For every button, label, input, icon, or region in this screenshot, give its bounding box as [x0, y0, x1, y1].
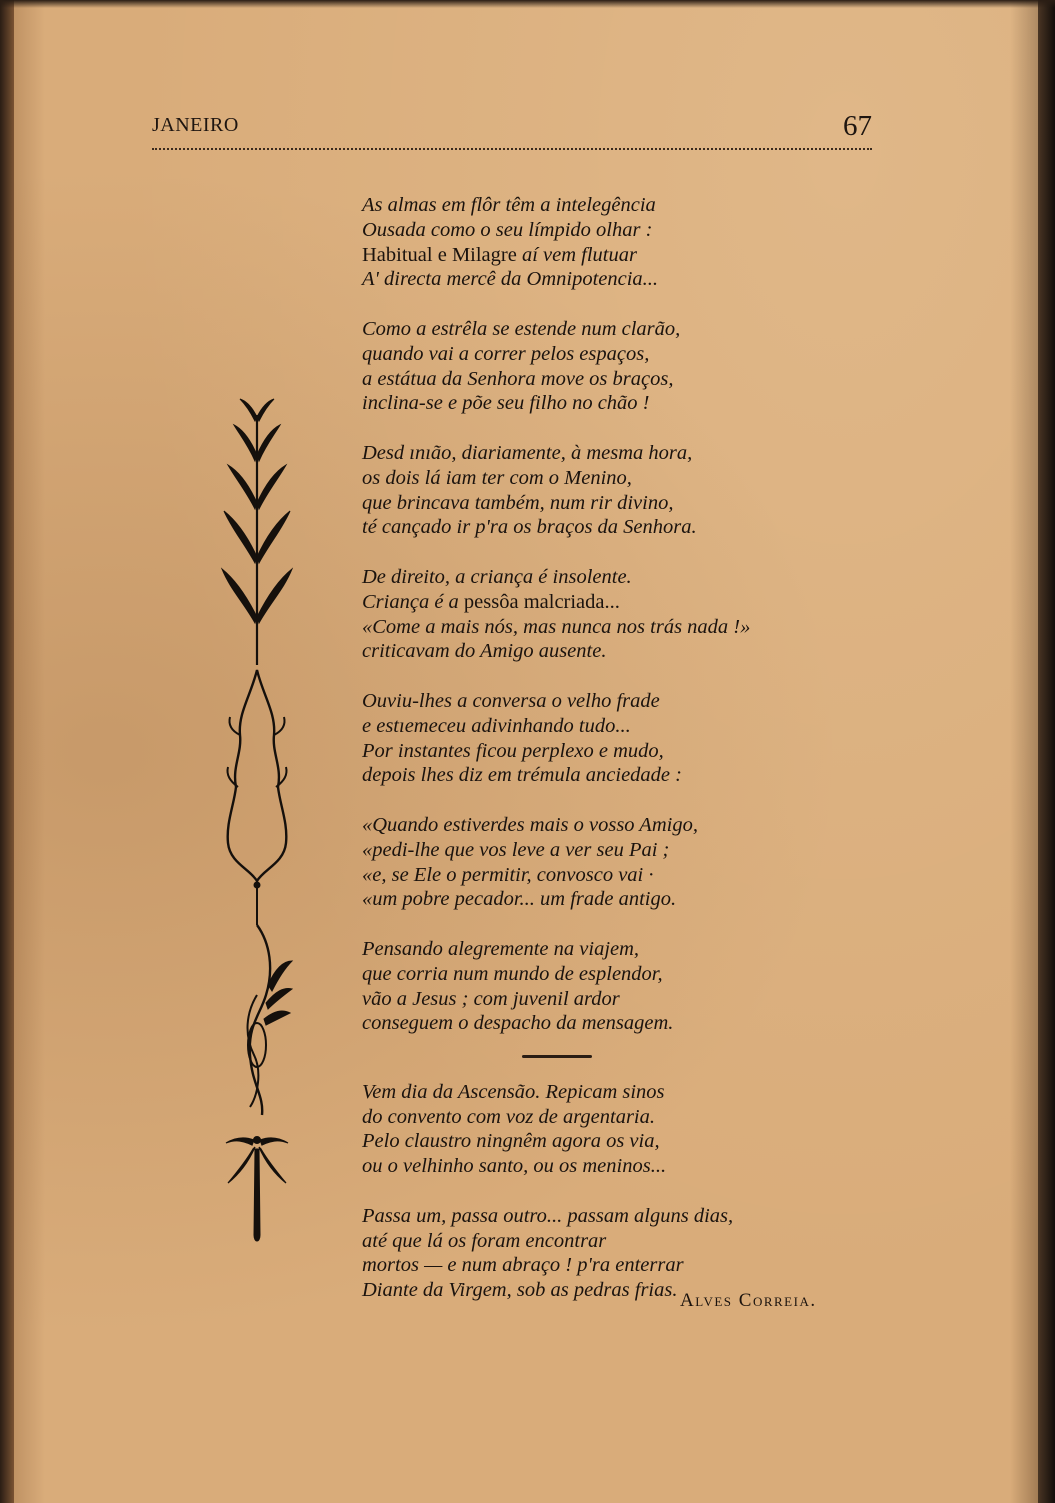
- poem-line: A' directa mercê da Omnipotencia...: [362, 268, 659, 291]
- poem-line: [362, 243, 882, 268]
- poem-line: Vem dia da Ascensão. Repicam sinos: [362, 1080, 665, 1103]
- poem-line-italic-part: aí vem flutuar: [516, 243, 637, 266]
- poem-line-roman-part: pessôa malcriada...: [463, 590, 620, 613]
- poem-line: «Come a mais nós, mas nunca nos trás nada !»: [362, 615, 751, 638]
- poem-line: Pensando alegremente na viajem,: [362, 937, 640, 960]
- poem-line: Como a estrêla se estende num clarão,: [362, 317, 681, 340]
- poem-line: conseguem o despacho da mensagem.: [362, 1012, 674, 1035]
- poem-line: Pelo claustro ningnêm agora os via,: [362, 1130, 660, 1153]
- poem-line: Ouviu-lhes a conversa o velho frade: [362, 689, 660, 712]
- page-binding-edge: [0, 0, 14, 1503]
- poem-line: Por instantes ficou perplexo e mudo,: [362, 739, 664, 762]
- poem-line-italic-part: Criança é a: [362, 590, 464, 613]
- poem-line: Diante da Virgem, sob as pedras frias.: [362, 1279, 678, 1302]
- poem-stanza-9: [362, 1204, 882, 1303]
- page-number: 67: [843, 110, 872, 142]
- running-title: JANEIRO: [152, 114, 239, 136]
- author-signature: Alves Correia.: [680, 1290, 817, 1311]
- poem-line: «Quando estiverdes mais o vosso Amigo,: [362, 813, 698, 836]
- poem-line: Desd ınıão, diariamente, à mesma hora,: [362, 441, 693, 464]
- poem-line: ou o velhinho santo, ou os meninos...: [362, 1155, 667, 1178]
- poem-line: «pedi-lhe que vos leve a ver seu Pai ;: [362, 838, 670, 861]
- poem-stanza-4: [362, 565, 882, 664]
- poem-line: De direito, a criança é insolente.: [362, 565, 632, 588]
- poem-line: «um pobre pecador... um frade antigo.: [362, 888, 677, 911]
- page-top-edge: [0, 0, 1055, 8]
- page-right-edge: [1038, 0, 1055, 1503]
- poem-stanza-7: [362, 937, 882, 1036]
- poem-line: criticavam do Amigo ausente.: [362, 640, 607, 663]
- poem-line: inclina-se e põe seu filho no chão !: [362, 392, 650, 415]
- poem-body: [362, 193, 882, 1328]
- poem-line: até que lá os foram encontrar: [362, 1229, 607, 1252]
- poem-stanza-5: [362, 689, 882, 788]
- poem-line: «e, se Ele o permitir, convosco vai ·: [362, 863, 654, 886]
- poem-line: vão a Jesus ; com juvenil ardor: [362, 987, 620, 1010]
- floral-vertical-ornament-icon: [218, 395, 296, 1255]
- poem-stanza-2: [362, 317, 882, 416]
- poem-line: do convento com voz de argentaria.: [362, 1105, 656, 1128]
- poem-stanza-3: [362, 441, 882, 540]
- poem-line: Passa um, passa outro... passam alguns dias,: [362, 1204, 734, 1227]
- poem-line: depois lhes diz em trémula anciedade :: [362, 764, 682, 787]
- poem-line: que brincava também, num rir divino,: [362, 491, 674, 514]
- poem-line: té cançado ir p'ra os braços da Senhora.: [362, 516, 697, 539]
- poem-line: Ousada como o seu límpido olhar :: [362, 218, 653, 241]
- poem-line: As almas em flôr têm a intelegência: [362, 194, 656, 216]
- poem-line-roman-part: Habitual e Milagre: [362, 243, 517, 266]
- poem-line: a estátua da Senhora move os braços,: [362, 367, 674, 390]
- header-dotted-rule: [152, 148, 872, 150]
- poem-line: quando vai a correr pelos espaços,: [362, 342, 650, 365]
- poem-stanza-8: [362, 1080, 882, 1179]
- running-head: [152, 110, 872, 144]
- poem-line: e estıemeceu adivinhando tudo...: [362, 714, 631, 737]
- poem-line: [362, 590, 882, 615]
- poem-line: os dois lá iam ter com o Menino,: [362, 466, 632, 489]
- poem-stanza-1: [362, 193, 882, 292]
- section-separator-rule: [522, 1055, 592, 1058]
- poem-stanza-6: [362, 813, 882, 912]
- poem-line: mortos — e num abraço ! p'ra enterrar: [362, 1254, 684, 1277]
- poem-line: que corria num mundo de esplendor,: [362, 962, 663, 985]
